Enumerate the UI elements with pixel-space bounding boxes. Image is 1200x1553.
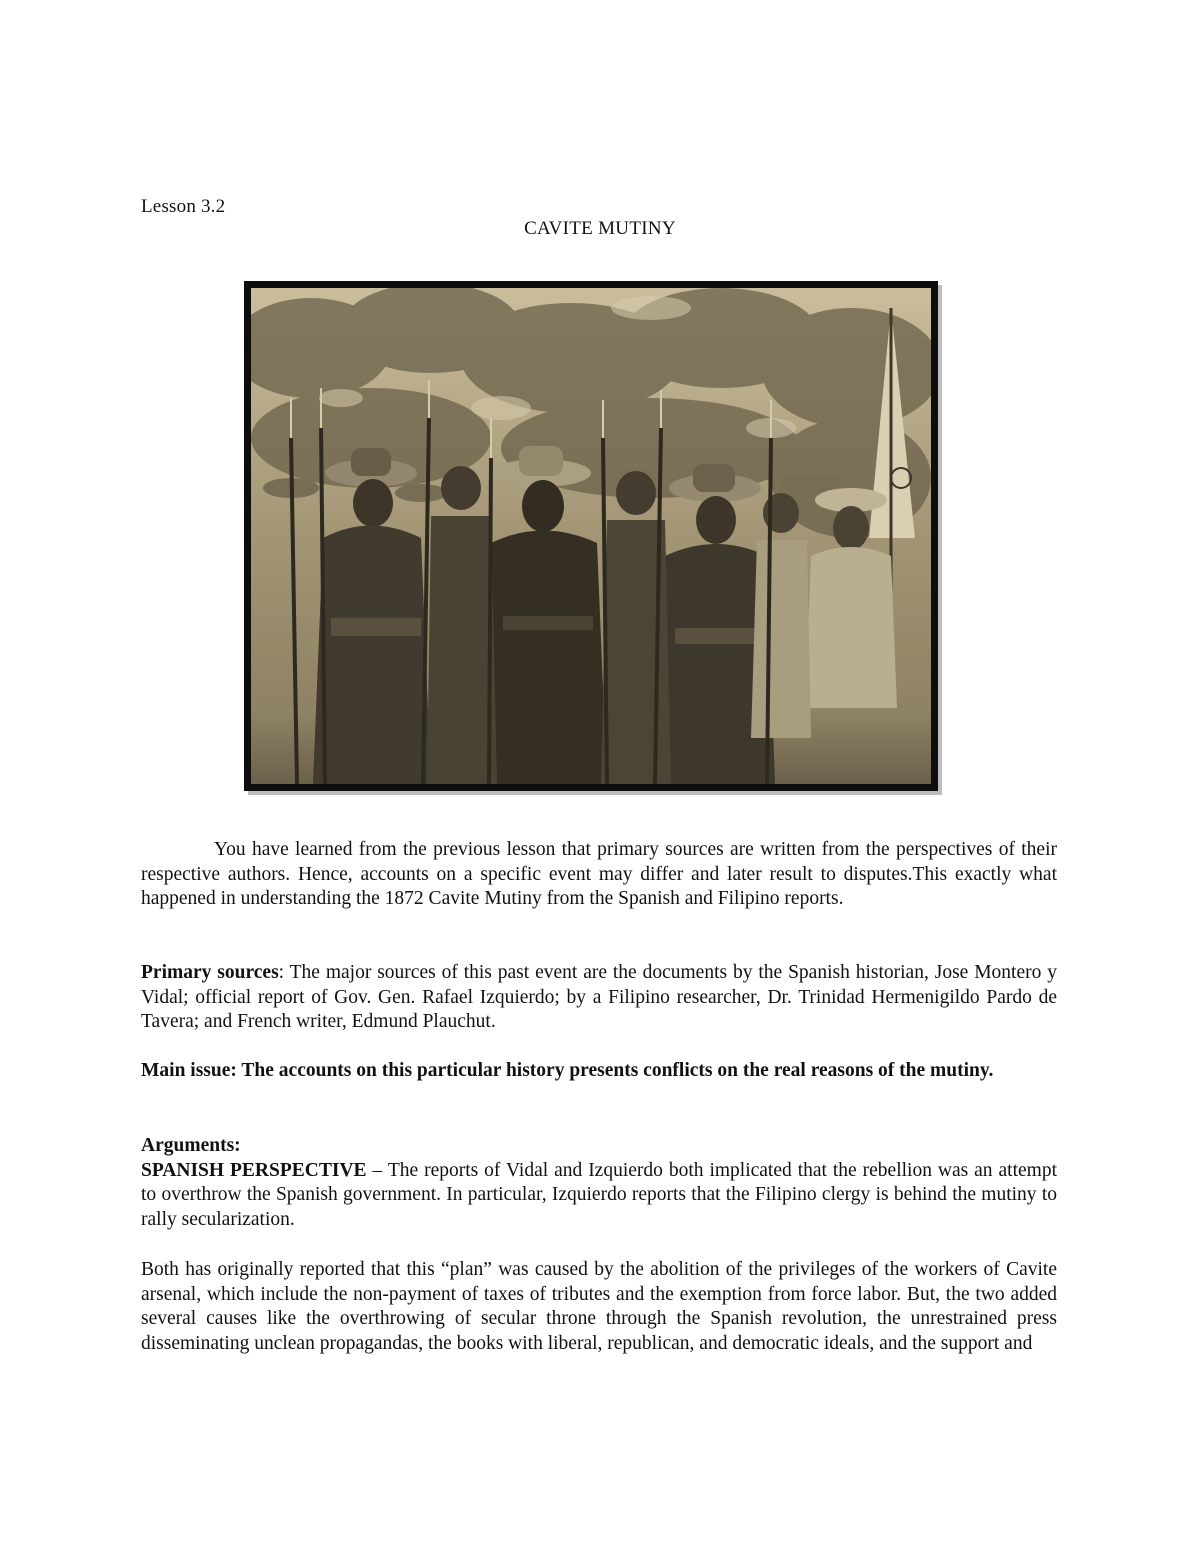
- spanish-perspective-text: [141, 1159, 1057, 1233]
- primary-sources-label: Primary sources: [141, 962, 279, 983]
- main-issue-paragraph: [141, 1059, 1057, 1084]
- primary-sources-body: : The major sources of this past event are the documents by the Spanish historian, Jose Montero y Vidal; official report of Gov. Gen. Rafael Izquierdo; by a Filipino researcher, Dr. Trinidad Hermenigildo Pardo de Tavera; and French writer, Edmund Plauchut.: [141, 962, 1057, 1033]
- document-title: CAVITE MUTINY: [524, 218, 676, 239]
- photograph-image: [251, 288, 931, 784]
- main-issue-text: Main issue: The accounts on this particular history presents conflicts on the real reasons of the mutiny.: [141, 1060, 994, 1081]
- intro-text: You have learned from the previous lesson that primary sources are written from the perspectives of their respective authors. Hence, accounts on a specific event may differ and later result to disputes.This exactly what happened in understanding the 1872 Cavite Mutiny from the Spanish and Filipino reports.: [141, 839, 1057, 910]
- spanish-perspective-label: SPANISH PERSPECTIVE: [141, 1159, 367, 1181]
- lesson-number: Lesson 3.2: [141, 196, 226, 217]
- spanish-perspective-body: – The reports of Vidal and Izquierdo both implicated that the rebellion was an attempt to overthrow the Spanish government. In particular, Izquierdo reports that the Filipino clergy is behind the mutiny to rally secularization.: [141, 1159, 1057, 1230]
- mutiny-photograph: [244, 281, 938, 791]
- arguments-section: [141, 1134, 1057, 1232]
- both-reported-text: Both has originally reported that this “plan” was caused by the abolition of the privileges of the workers of Cavite arsenal, which include the non-payment of taxes of tributes and the exemption from force labor. But, the two added several causes like the overthrowing of secular throne through the Spanish revolution, the unrestrained press disseminating unclean propagandas, the books with liberal, republican, and democratic ideals, and the support and: [141, 1259, 1057, 1354]
- both-reported-paragraph: [141, 1258, 1057, 1356]
- intro-paragraph: [141, 838, 1057, 912]
- primary-sources-paragraph: [141, 961, 1057, 1035]
- arguments-heading: Arguments:: [141, 1135, 241, 1156]
- sepia-photo-drawing: [251, 288, 931, 784]
- primary-sources-text: [141, 961, 1057, 1035]
